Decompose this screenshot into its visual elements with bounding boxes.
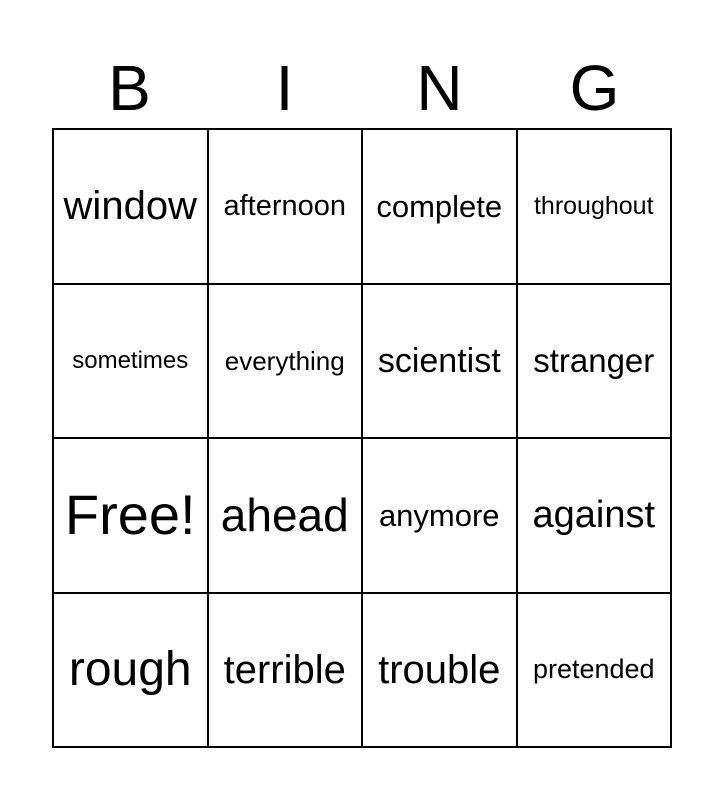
header-letter-i: I	[275, 52, 294, 124]
bingo-board	[52, 128, 672, 748]
cell-r3-c3[interactable]: anymore	[363, 439, 518, 594]
cell-r1-c1[interactable]: window	[54, 130, 209, 285]
header-letter-g: G	[569, 52, 620, 124]
cell-r2-c4[interactable]: stranger	[518, 285, 673, 440]
header-letter-n: N	[416, 52, 463, 124]
cell-r3-c4[interactable]: against	[518, 439, 673, 594]
cell-r4-c4[interactable]: pretended	[518, 594, 673, 749]
cell-r4-c2[interactable]: terrible	[209, 594, 364, 749]
cell-r1-c4[interactable]: throughout	[518, 130, 673, 285]
cell-r1-c3[interactable]: complete	[363, 130, 518, 285]
cell-r1-c2[interactable]: afternoon	[209, 130, 364, 285]
cell-r2-c3[interactable]: scientist	[363, 285, 518, 440]
cell-r4-c3[interactable]: trouble	[363, 594, 518, 749]
cell-r3-c1-free-space[interactable]: Free!	[54, 439, 209, 594]
cell-r3-c2[interactable]: ahead	[209, 439, 364, 594]
cell-r2-c2[interactable]: everything	[209, 285, 364, 440]
cell-r2-c1[interactable]: sometimes	[54, 285, 209, 440]
header-letter-b: B	[108, 52, 151, 124]
cell-r4-c1[interactable]: rough	[54, 594, 209, 749]
bingo-header	[52, 48, 672, 128]
